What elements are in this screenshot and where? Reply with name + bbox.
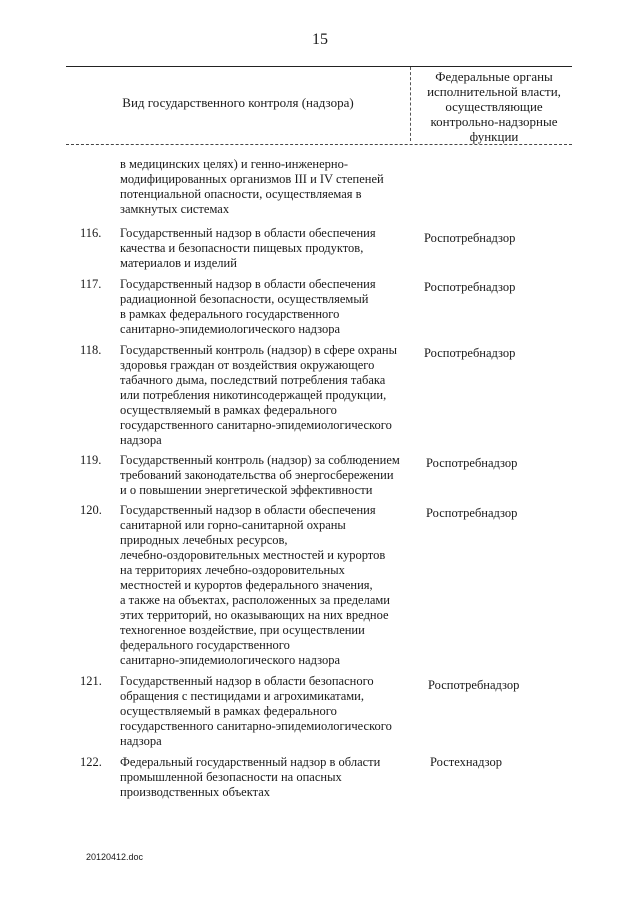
row-description	[120, 226, 420, 271]
row-description	[120, 674, 420, 749]
continued-entry-line: в медицинских целях) и генно-инженерно-	[120, 157, 348, 171]
header-authorities	[416, 69, 572, 144]
row-description	[120, 343, 420, 448]
row-description-line: Федеральный государственный надзор в области	[120, 755, 381, 769]
row-description-line: здоровья граждан от воздействия окружающего	[120, 358, 375, 372]
row-description-line: лечебно-оздоровительных местностей и курортов	[120, 548, 386, 562]
header-bottom-rule	[66, 144, 572, 145]
row-description-line: санитарной или горно-санитарной охраны	[120, 518, 346, 532]
continued-entry-line: модифицированных организмов III и IV степеней	[120, 172, 384, 186]
row-description-line: надзора	[120, 433, 162, 447]
row-description-line: в рамках федерального государственного	[120, 307, 340, 321]
row-number: 116.	[80, 226, 102, 240]
row-description-line: этих территорий, но оказывающих на них вредное	[120, 608, 389, 622]
row-description-line: Государственный надзор в области обеспечения	[120, 226, 376, 240]
row-authority: Роспотребнадзор	[426, 506, 518, 520]
row-authority: Роспотребнадзор	[426, 456, 518, 470]
row-authority: Ростехнадзор	[430, 755, 502, 769]
row-number: 120.	[80, 503, 102, 517]
row-description-line: обращения с пестицидами и агрохимикатами,	[120, 689, 364, 703]
header-divider	[410, 67, 411, 141]
row-description-line: качества и безопасности пищевых продуктов,	[120, 241, 364, 255]
row-description-line: требований законодательства об энергосбережении	[120, 468, 394, 482]
row-authority: Роспотребнадзор	[428, 678, 520, 692]
row-description	[120, 503, 420, 668]
row-description-line: санитарно-эпидемиологического надзора	[120, 653, 341, 667]
row-description-line: и о повышении энергетической эффективности	[120, 483, 373, 497]
row-description	[120, 453, 420, 498]
row-number: 118.	[80, 343, 102, 357]
row-description-line: а также на объектах, расположенных за пределами	[120, 593, 390, 607]
continued-entry	[120, 157, 410, 217]
row-description-line: или потребления никотинсодержащей продукции,	[120, 388, 387, 402]
row-description-line: федерального государственного	[120, 638, 290, 652]
header-authorities-line: исполнительной власти,	[427, 84, 561, 99]
header-authorities-line: контрольно-надзорные	[430, 114, 558, 129]
row-description-line: местностей и курортов федерального значения,	[120, 578, 373, 592]
row-description-line: Государственный надзор в области обеспечения	[120, 503, 376, 517]
row-description-line: табачного дыма, последствий потребления табака	[120, 373, 386, 387]
file-name-footer: 20120412.doc	[86, 852, 144, 862]
row-description-line: радиационной безопасности, осуществляемый	[120, 292, 369, 306]
row-description-line: осуществляемый в рамках федерального	[120, 403, 337, 417]
row-authority: Роспотребнадзор	[424, 346, 516, 360]
row-description-line: санитарно-эпидемиологического надзора	[120, 322, 341, 336]
row-number: 121.	[80, 674, 102, 688]
continued-entry-line: замкнутых системах	[120, 202, 230, 216]
row-description-line: природных лечебных ресурсов,	[120, 533, 288, 547]
table-header	[66, 66, 572, 147]
row-description-line: материалов и изделий	[120, 256, 237, 270]
row-description-line: на территориях лечебно-оздоровительных	[120, 563, 345, 577]
row-description-line: производственных объектах	[120, 785, 271, 799]
row-number: 122.	[80, 755, 102, 769]
row-description-line: осуществляемый в рамках федерального	[120, 704, 337, 718]
header-authorities-line: осуществляющие	[445, 99, 543, 114]
row-number: 117.	[80, 277, 102, 291]
row-description-line: Государственный контроль (надзор) в сфере охраны	[120, 343, 398, 357]
header-authorities-line: функции	[469, 129, 519, 144]
row-description-line: Государственный контроль (надзор) за соблюдением	[120, 453, 400, 467]
row-authority: Роспотребнадзор	[424, 280, 516, 294]
row-number: 119.	[80, 453, 102, 467]
row-description	[120, 755, 420, 800]
row-description	[120, 277, 420, 337]
page-number: 15	[312, 31, 328, 48]
row-description-line: государственного санитарно-эпидемиологического	[120, 719, 392, 733]
row-description-line: промышленной безопасности на опасных	[120, 770, 342, 784]
row-description-line: Государственный надзор в области безопасного	[120, 674, 374, 688]
row-description-line: государственного санитарно-эпидемиологического	[120, 418, 392, 432]
header-authorities-line: Федеральные органы	[435, 69, 553, 84]
row-description-line: техногенное воздействие, при осуществлении	[120, 623, 365, 637]
continued-entry-line: потенциальной опасности, осуществляемая в	[120, 187, 362, 201]
row-description-line: надзора	[120, 734, 162, 748]
row-authority: Роспотребнадзор	[424, 231, 516, 245]
row-description-line: Государственный надзор в области обеспечения	[120, 277, 376, 291]
header-control-type: Вид государственного контроля (надзора)	[122, 95, 354, 110]
